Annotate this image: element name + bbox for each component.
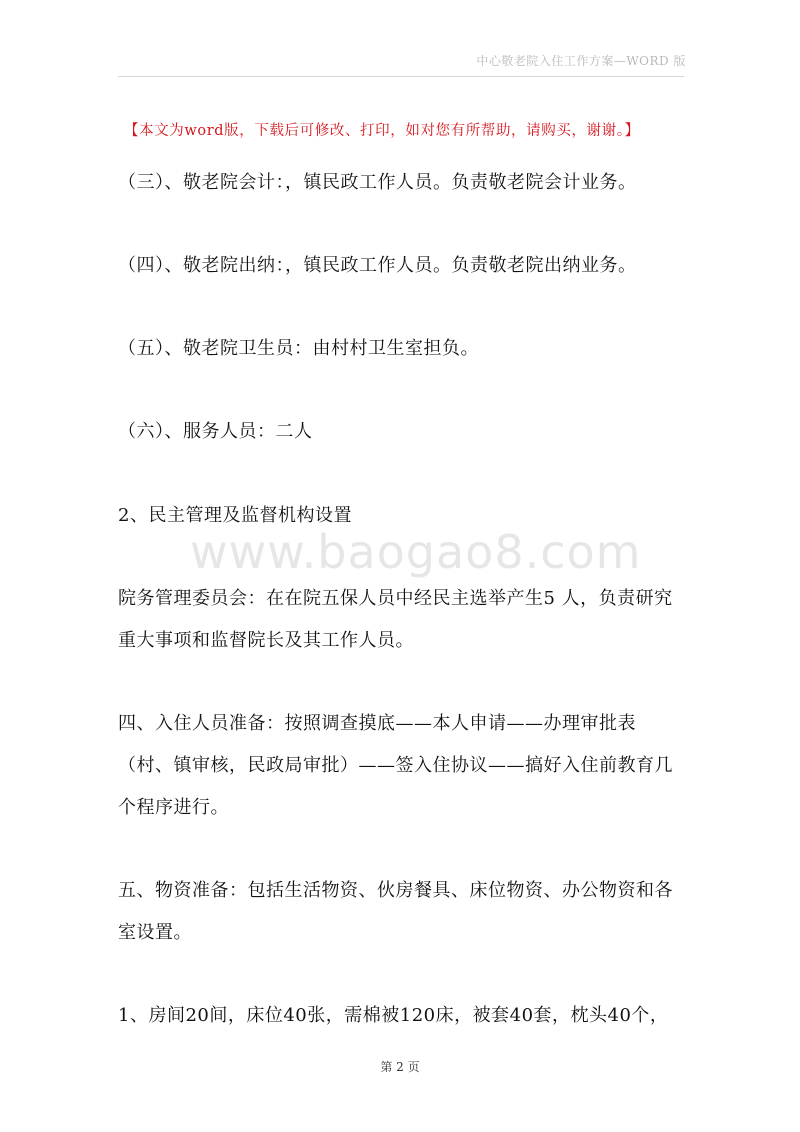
section-heading-democratic-management: 2、民主管理及监督机构设置 [118, 505, 352, 526]
paragraph-supplies-preparation: 五、物资准备：包括生活物资、伙房餐具、床位物资、办公物资和各室设置。 [118, 880, 673, 943]
paragraph-health-worker: （五）、敬老院卫生员：由村村卫生室担负。 [118, 338, 479, 359]
header-divider [118, 76, 684, 77]
paragraph-management-committee: 院务管理委员会：在在院五保人员中经民主选举产生5 人，负责研究重大事项和监督院长及其工作人员。 [118, 588, 673, 651]
page-number: 第 2 页 [380, 1060, 420, 1074]
paragraph-rooms-beds: 1、房间20间，床位40张，需棉被120床，被套40套，枕头40个， [118, 1005, 669, 1026]
paragraph-resident-preparation: 四、入住人员准备：按照调查摸底——本人申请——办理审批表（村、镇审核，民政局审批）——签入住协议——搞好入住前教育几个程序进行。 [118, 713, 673, 818]
paragraph-service-staff: （六）、服务人员：二人 [118, 421, 313, 442]
site-watermark: www.baogao8.com [190, 525, 642, 579]
paragraph-cashier: （四）、敬老院出纳：，镇民政工作人员。负责敬老院出纳业务。 [118, 255, 637, 276]
purchase-notice: 【本文为word版，下载后可修改、打印，如对您有所帮助，请购买，谢谢。】 [124, 123, 640, 139]
page-header-title: 中心敬老院入住工作方案—WORD 版 [476, 54, 686, 68]
paragraph-accountant: （三）、敬老院会计：，镇民政工作人员。负责敬老院会计业务。 [118, 172, 637, 193]
